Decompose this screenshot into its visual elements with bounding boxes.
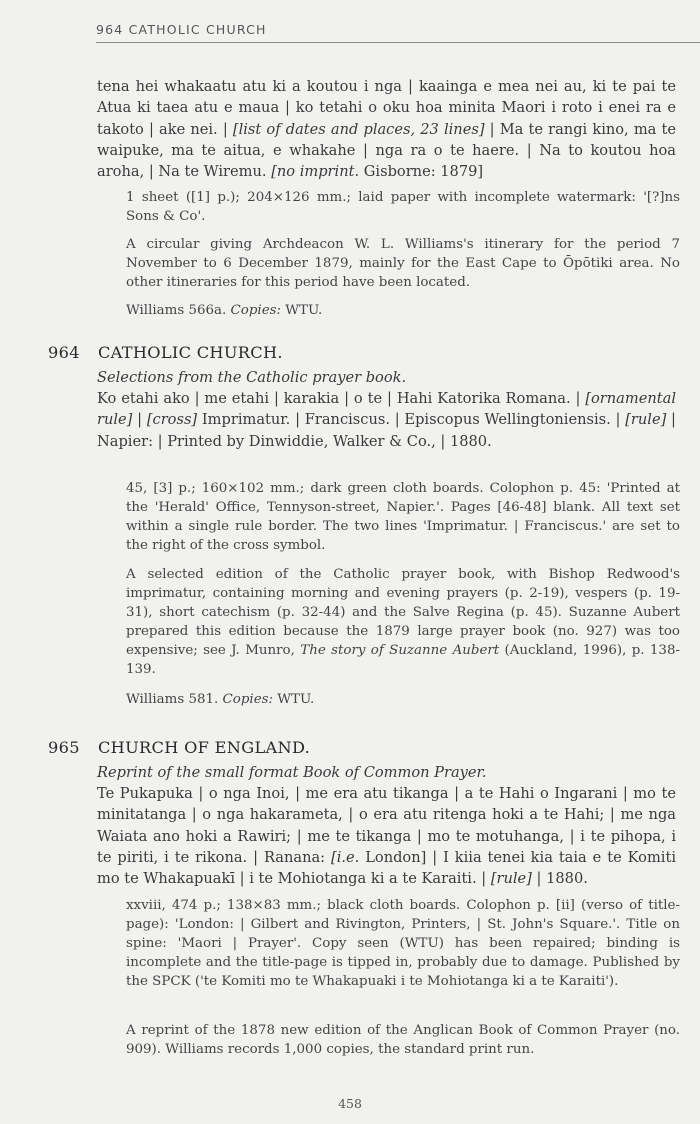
running-head: 964 CATHOLIC CHURCH — [96, 22, 267, 37]
entry-964-cross: [cross] — [146, 411, 198, 429]
entry-964-note-title: The story of Suzanne Aubert — [300, 642, 500, 658]
entry-965-rule: [rule] — [490, 870, 532, 888]
entry-964-t3: Imprimatur. | Franciscus. | Episcopus Wellingtoniensis. | — [197, 411, 626, 429]
entry-964-ornamental-rule: [ornamental rule] — [97, 390, 676, 429]
entry-964-reference — [126, 691, 680, 710]
entry-964-copies: WTU. — [273, 692, 315, 707]
entry-964-note-b: (Auckland, 1996), p. 138-139. — [126, 642, 680, 677]
prev-entry-list-note: [list of dates and places, 23 lines] — [232, 120, 485, 138]
entry-964-t1: Ko etahi ako | me etahi | karakia | o te | Hahi Katorika Romana. | — [97, 390, 586, 407]
prev-entry-reference — [126, 302, 680, 321]
page-number: 458 — [338, 1096, 362, 1111]
entry-964-note — [126, 566, 680, 679]
prev-entry-transcription — [97, 76, 676, 182]
entry-964-t2: | — [132, 411, 147, 429]
prev-entry-ref: Williams 566a. — [126, 303, 231, 318]
prev-entry-imprint-note: [no imprint. — [271, 163, 360, 181]
entry-964-t4: | Napier: | Printed by Dinwiddie, Walker & Co., | 1880. — [97, 411, 676, 450]
prev-entry-text-b: | Ma te rangi kino, ma te waipuke, ma te aitua, e whakahe | nga ra o te haere. | Na to koutou hoa aroha, | Na te Wiremu. — [97, 120, 677, 181]
entry-965-number: 965 — [48, 738, 80, 757]
entry-964-description: 45, [3] p.; 160×102 mm.; dark green cloth boards. Colophon p. 45: 'Printed at the 'Herald' Office, Tennyson-street, Napier.'. Pages [46-48] blank. All text set within a single rule border. The two lines 'Imprimatur. | Franciscus.' are set to the right of the cross symbol. — [126, 481, 680, 553]
entry-965-t2: London] | I kiia tenei kia taia e te Komiti mo te Whakapuakī | i te Mohiotanga ki a te Karaiti. | — [97, 848, 676, 888]
entry-965-subtitle: Reprint of the small format Book of Common Prayer. — [97, 764, 487, 781]
entry-964-note-a: A selected edition of the Catholic prayer book, with Bishop Redwood's imprimatur, containing morning and evening prayers (p. 2-19), vespers (p. 19-31), short catechism (p. 32-44) and the Salve Regina (p. 45). Suzanne Aubert prepared this edition because the 1879 large prayer book (no. 927) was too expensive; see J. Munro, — [126, 567, 680, 658]
prev-entry-note: A circular giving Archdeacon W. L. Williams's itinerary for the period 7 November to 6 December 1879, mainly for the East Cape to Ōpōtiki area. No other itineraries for this period have been located. — [126, 237, 680, 290]
prev-entry-text-a: tena hei whakaatu atu ki a koutou i nga | kaainga e mea nei au, ki te pai te Atua ki taea atu e maua | ko tetahi o oku hoa minita Maori i roto i enei ra e takoto | ake nei. | — [97, 78, 676, 138]
prev-entry-description: 1 sheet ([1] p.); 204×126 mm.; laid paper with incomplete watermark: '[?]ns Sons & Co'. — [126, 190, 680, 224]
prev-entry-copies-label: Copies: — [230, 303, 282, 318]
entry-965-transcription — [97, 783, 676, 889]
entry-964-rule: [rule] — [625, 411, 667, 429]
header-rule — [96, 42, 700, 43]
entry-965-heading: CHURCH OF ENGLAND. — [98, 738, 311, 757]
prev-entry-copies: WTU. — [281, 303, 323, 318]
entry-964-ref: Williams 581. — [126, 692, 223, 707]
entry-965-note: A reprint of the 1878 new edition of the Anglican Book of Common Prayer (no. 909). Williams records 1,000 copies, the standard print run. — [126, 1023, 680, 1057]
entry-964-copies-label: Copies: — [222, 692, 274, 707]
entry-964-subtitle: Selections from the Catholic prayer book. — [97, 369, 407, 386]
entry-964-heading: CATHOLIC CHURCH. — [98, 343, 283, 362]
entry-964-number: 964 — [48, 343, 80, 362]
entry-964-transcription — [97, 388, 676, 452]
entry-965-ie: [i.e. — [331, 848, 360, 866]
entry-965-t1: Te Pukapuka | o nga Inoi, | me era atu tikanga | a te Hahi o Ingarani | mo te minitatanga | o nga hakarameta, | o era atu ritenga hoki a te Hahi; | me nga Waiata ano hoki a Rawiri; | me te tikanga | mo te motuhanga, | i te pihopa, i te piriti, i te rikona. | Ranana: — [97, 785, 676, 866]
entry-965-description: xxviii, 474 p.; 138×83 mm.; black cloth boards. Colophon p. [ii] (verso of title-page): 'London: | Gilbert and Rivington, Printers, | St. John's Square.'. Title on spine: 'Maori | Prayer'. Copy seen (WTU) has been repaired; binding is incomplete and the title-page is tipped in, probably due to damage. Published by the SPCK ('te Komiti mo te Whakapuaki i te Mohiotanga ki a te Karaiti'). — [126, 898, 680, 989]
entry-965-t3: | 1880. — [531, 870, 588, 888]
prev-entry-imprint: Gisborne: 1879] — [359, 163, 484, 181]
